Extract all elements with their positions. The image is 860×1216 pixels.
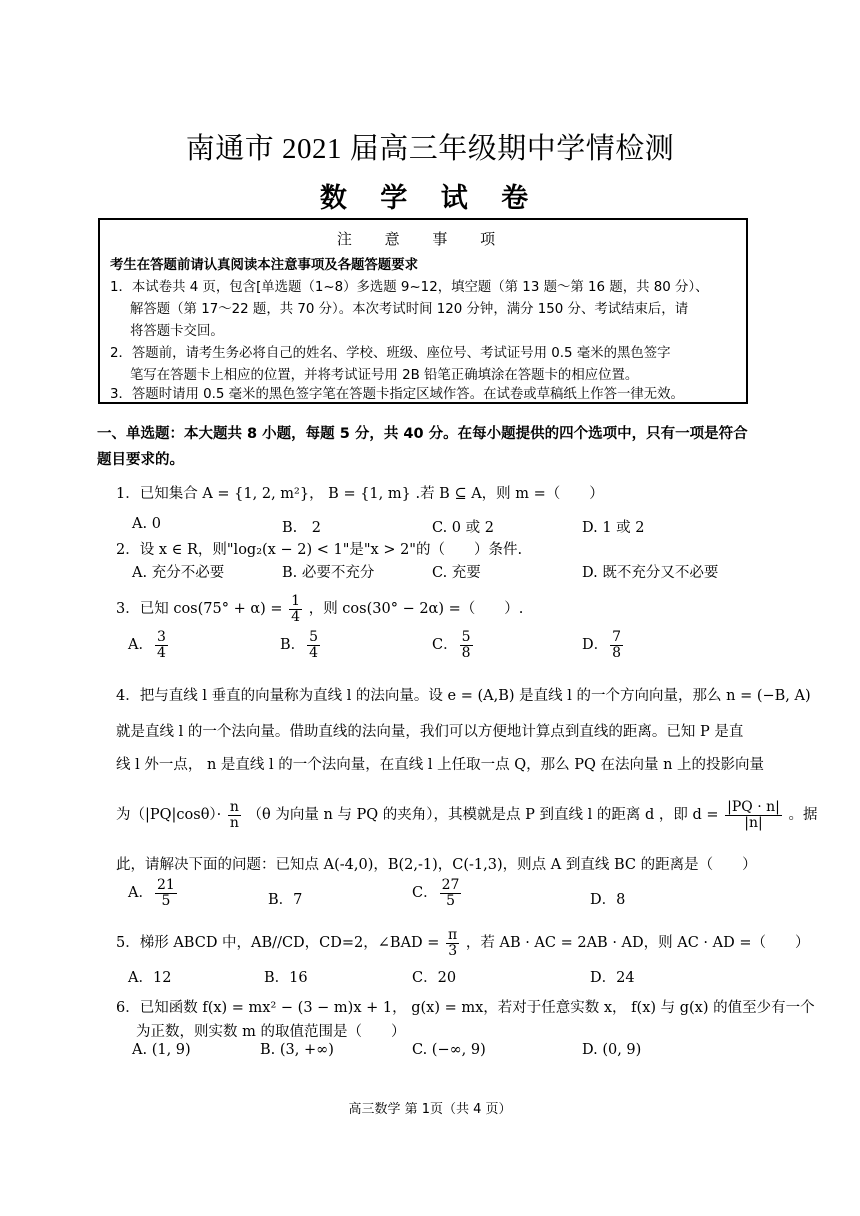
exam-title: 南通市 2021 届高三年级期中学情检测	[185, 133, 675, 165]
option-c	[432, 630, 475, 660]
denominator: 5	[446, 892, 455, 909]
question-text: 3．已知 cos(75° + α) =	[116, 601, 283, 618]
exam-subtitle: 数 学 试 卷	[319, 183, 541, 214]
fraction	[460, 630, 473, 660]
option-d: D．24	[590, 970, 635, 986]
question-text: （θ 为向量 n 与 PQ 的夹角），其模就是点 P 到直线 l 的距离 d ，即 d =	[247, 807, 719, 824]
option-c	[412, 878, 463, 908]
question-5	[116, 928, 810, 958]
option-a: A. (1, 9)	[132, 1042, 191, 1058]
notice-title: 注 意 事 项	[336, 230, 510, 248]
fraction	[446, 928, 459, 958]
notice-line: 笔写在答题卡上相应的位置，并将考试证号用 2B 铅笔正确填涂在答题卡的相应位置。	[130, 368, 639, 383]
option-b: B. (3, +∞)	[260, 1042, 334, 1058]
option-d: D. 既不充分又不必要	[582, 565, 719, 581]
option-label: B．	[280, 637, 306, 654]
question-2: 2．设 x ∈ R，则"log₂(x − 2) < 1"是"x > 2"的（ ）条件.	[116, 542, 523, 558]
option-a: A. 充分不必要	[132, 565, 225, 581]
question-text: 为（|PQ|cosθ）·	[116, 807, 222, 824]
option-b: B. 2	[282, 520, 321, 536]
notice-intro: 考生在答题前请认真阅读本注意事项及各题答题要求	[110, 258, 418, 273]
question-4-line: 此，请解决下面的问题：已知点 A(-4,0)，B(2,-1)，C(-1,3)，则点 A 到直线 BC 的距离是（ ）	[116, 857, 757, 873]
numerator: 27	[441, 877, 460, 893]
question-3	[116, 594, 523, 624]
question-1: 1．已知集合 A = {1, 2, m²}， B = {1, m} .若 B ⊆ A，则 m =（ ）	[116, 486, 604, 502]
notice-box	[98, 218, 748, 404]
denominator: 4	[291, 608, 301, 625]
notice-line: 1．本试卷共 4 页，包含[单选题（1~8）多选题 9~12，填空题（第 13 题～第 16 题，共 80 分）、	[110, 280, 709, 295]
numerator: n	[229, 799, 239, 815]
question-text: ，则 cos(30° − 2α) =（ ）.	[308, 601, 524, 618]
option-a	[128, 630, 170, 660]
option-label: C．	[412, 885, 438, 902]
fraction	[228, 800, 241, 830]
option-label: A．	[128, 885, 153, 902]
option-label: A．	[128, 637, 153, 654]
question-4-line: 就是直线 l 的一个法向量。借助直线的法向量，我们可以方便地计算点到直线的距离。已知 P 是直	[116, 724, 744, 740]
section-heading: 题目要求的。	[97, 452, 184, 468]
option-a: A．12	[128, 970, 172, 986]
option-c: C. 0 或 2	[432, 520, 494, 536]
denominator: 3	[448, 942, 458, 959]
denominator: 4	[156, 644, 166, 661]
fraction	[440, 878, 462, 908]
denominator: 5	[161, 892, 171, 909]
option-c: C. 充要	[432, 565, 481, 581]
notice-line: 解答题（第 17～22 题，共 70 分）。本次考试时间 120 分钟，满分 150 分、考试结束后，请	[130, 302, 689, 317]
notice-line: 将答题卡交回。	[130, 324, 224, 339]
fraction	[725, 800, 782, 830]
section-heading: 一、单选题：本大题共 8 小题，每题 5 分，共 40 分。在每小题提供的四个选项中，只有一项是符合	[97, 426, 748, 442]
denominator: |n|	[744, 814, 763, 831]
numerator: 5	[461, 629, 471, 645]
numerator: 3	[156, 629, 166, 645]
denominator: 4	[309, 644, 319, 661]
numerator: 5	[309, 629, 319, 645]
denominator: 8	[461, 644, 471, 661]
fraction	[610, 630, 623, 660]
page-footer: 高三数学 第 1页（共 4 页）	[348, 1102, 512, 1117]
question-4-line	[116, 800, 817, 830]
question-4-line: 线 l 外一点， n 是直线 l 的一个法向量，在直线 l 上任取一点 Q，那么 PQ 在法向量 n 上的投影向量	[116, 757, 765, 773]
question-6-line: 为正数，则实数 m 的取值范围是（ ）	[136, 1024, 406, 1040]
option-c: C. (−∞, 9)	[412, 1042, 486, 1058]
numerator: 7	[612, 629, 622, 645]
option-b: B．7	[268, 892, 303, 908]
question-text: ，若 AB · AC = 2AB · AD，则 AC · AD =（ ）	[465, 935, 810, 952]
option-label: D．	[582, 637, 609, 654]
notice-line: 3．答题时请用 0.5 毫米的黑色签字笔在答题卡指定区域作答。在试卷或草稿纸上作答一律无效。	[110, 387, 684, 402]
question-text: 5．梯形 ABCD 中，AB//CD，CD=2，∠BAD =	[116, 935, 440, 952]
numerator: |PQ · n|	[727, 799, 780, 815]
numerator: 21	[156, 877, 175, 893]
numerator: 1	[291, 593, 301, 609]
option-d: D．8	[590, 892, 626, 908]
denominator: 8	[612, 644, 622, 661]
option-c: C．20	[412, 970, 457, 986]
fraction	[307, 630, 320, 660]
option-d	[582, 630, 625, 660]
option-a	[128, 878, 179, 908]
option-b	[280, 630, 322, 660]
option-d: D. (0, 9)	[582, 1042, 642, 1058]
notice-line: 2．答题前，请考生务必将自己的姓名、学校、班级、座位号、考试证号用 0.5 毫米的黑色签字	[110, 346, 671, 361]
option-b: B．16	[264, 970, 308, 986]
option-d: D. 1 或 2	[582, 520, 645, 536]
question-4: 4．把与直线 l 垂直的向量称为直线 l 的法向量。设 e = (A,B) 是直线 l 的一个方向向量，那么 n = (−B, A)	[116, 688, 811, 704]
option-b: B. 必要不充分	[282, 565, 375, 581]
fraction	[155, 878, 177, 908]
fraction	[289, 594, 302, 624]
option-a: A. 0	[132, 516, 161, 532]
denominator: n	[229, 814, 239, 831]
numerator: π	[448, 927, 458, 943]
option-label: C．	[432, 637, 458, 654]
question-6: 6．已知函数 f(x) = mx² − (3 − m)x + 1， g(x) = mx，若对于任意实数 x， f(x) 与 g(x) 的值至少有一个	[116, 1000, 815, 1016]
question-text: 。据	[788, 807, 818, 824]
fraction	[155, 630, 168, 660]
